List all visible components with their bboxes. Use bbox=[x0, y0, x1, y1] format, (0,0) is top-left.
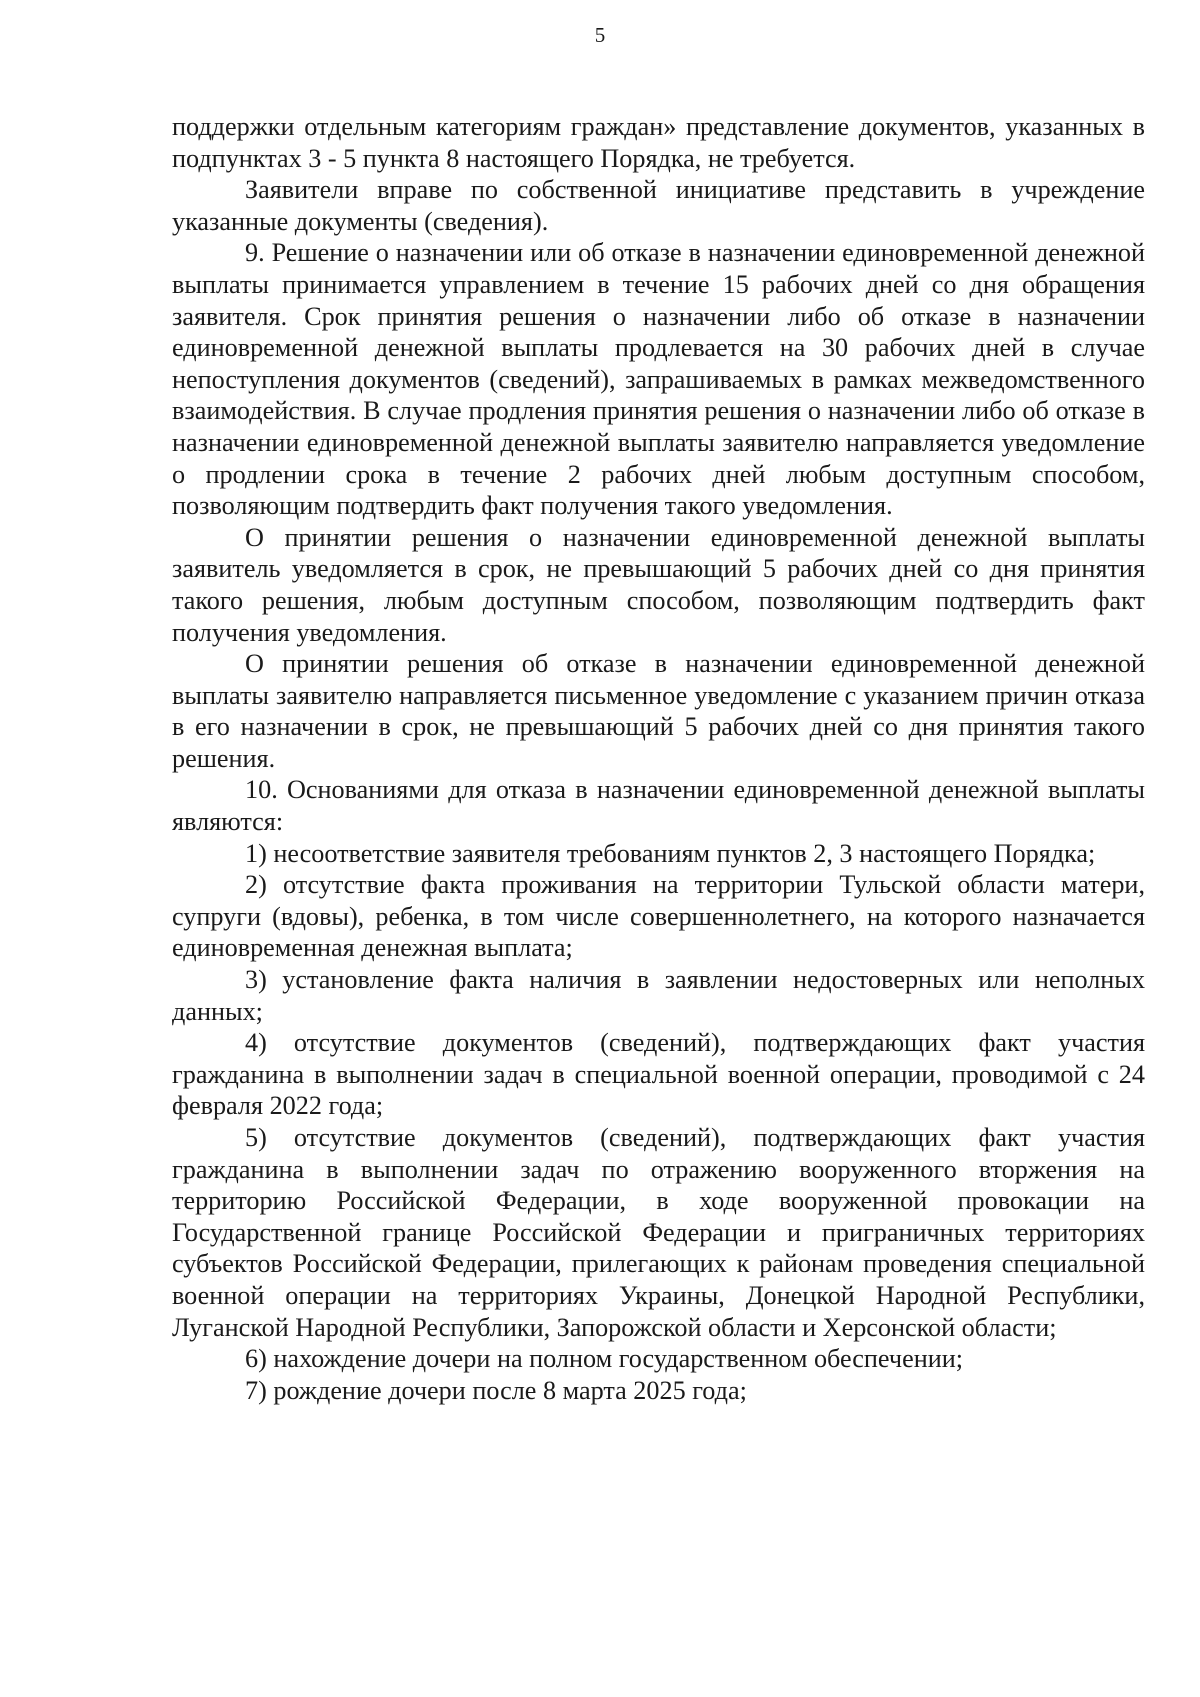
paragraph-item-9: 9. Решение о назначении или об отказе в назначении единовременной денежной выплаты принимается управлением в течение 15 рабочих дней со дня обращения заявителя. Срок принятия решения о назначении либо об отказе в назначении единовременной денежной выплаты продлевается на 30 рабочих дней в случае непоступления документов (сведений), запрашиваемых в рамках межведомственного взаимодействия. В случае продления принятия решения о назначении либо об отказе в назначении единовременной денежной выплаты заявителю направляется уведомление о продлении срока в течение 2 рабочих дней любым доступным способом, позволяющим подтвердить факт получения такого уведомления. bbox=[172, 238, 1145, 521]
paragraph-continuation: поддержки отдельным категориям граждан» представление документов, указанных в подпунктах 3 - 5 пункта 8 настоящего Порядка, не требуется. bbox=[172, 112, 1145, 173]
list-item-7: 7) рождение дочери после 8 марта 2025 года; bbox=[245, 1375, 747, 1405]
paragraph-applicants-right: Заявители вправе по собственной инициативе представить в учреждение указанные документы (сведения). bbox=[172, 175, 1145, 236]
list-item-3: 3) установление факта наличия в заявлении недостоверных или неполных данных; bbox=[172, 965, 1145, 1026]
list-item-6: 6) нахождение дочери на полном государственном обеспечении; bbox=[245, 1344, 964, 1374]
document-body bbox=[172, 111, 1145, 1406]
list-item-4: 4) отсутствие документов (сведений), подтверждающих факт участия гражданина в выполнении задач в специальной военной операции, проводимой с 24 февраля 2022 года; bbox=[172, 1028, 1145, 1121]
paragraph-refusal-notice: О принятии решения об отказе в назначении единовременной денежной выплаты заявителю направляется письменное уведомление с указанием причин отказа в его назначении в срок, не превышающий 5 рабочих дней со дня принятия такого решения. bbox=[172, 649, 1145, 773]
paragraph-item-10: 10. Основаниями для отказа в назначении единовременной денежной выплаты являются: bbox=[172, 775, 1145, 837]
list-item-2: 2) отсутствие факта проживания на территории Тульской области матери, супруги (вдовы), ребенка, в том числе совершеннолетнего, на которого назначается единовременная денежная выплата; bbox=[172, 870, 1145, 963]
page-number: 5 bbox=[594, 23, 606, 47]
list-item-1: 1) несоответствие заявителя требованиям пунктов 2, 3 настоящего Порядка; bbox=[245, 838, 1096, 868]
paragraph-approval-notice: О принятии решения о назначении единовременной денежной выплаты заявитель уведомляется в срок, не превышающий 5 рабочих дней со дня принятия такого решения, любым доступным способом, позволяющим подтвердить факт получения уведомления. bbox=[172, 522, 1145, 647]
list-item-5: 5) отсутствие документов (сведений), подтверждающих факт участия гражданина в выполнении задач по отражению вооруженного вторжения на территорию Российской Федерации, в ходе вооруженной провокации на Государственной границе Российской Федерации и приграничных территориях субъектов Российской Федерации, прилегающих к районам проведения специальной военной операции на территориях Украины, Донецкой Народной Республики, Луганской Народной Республики, Запорожской области и Херсонской области; bbox=[172, 1123, 1145, 1342]
